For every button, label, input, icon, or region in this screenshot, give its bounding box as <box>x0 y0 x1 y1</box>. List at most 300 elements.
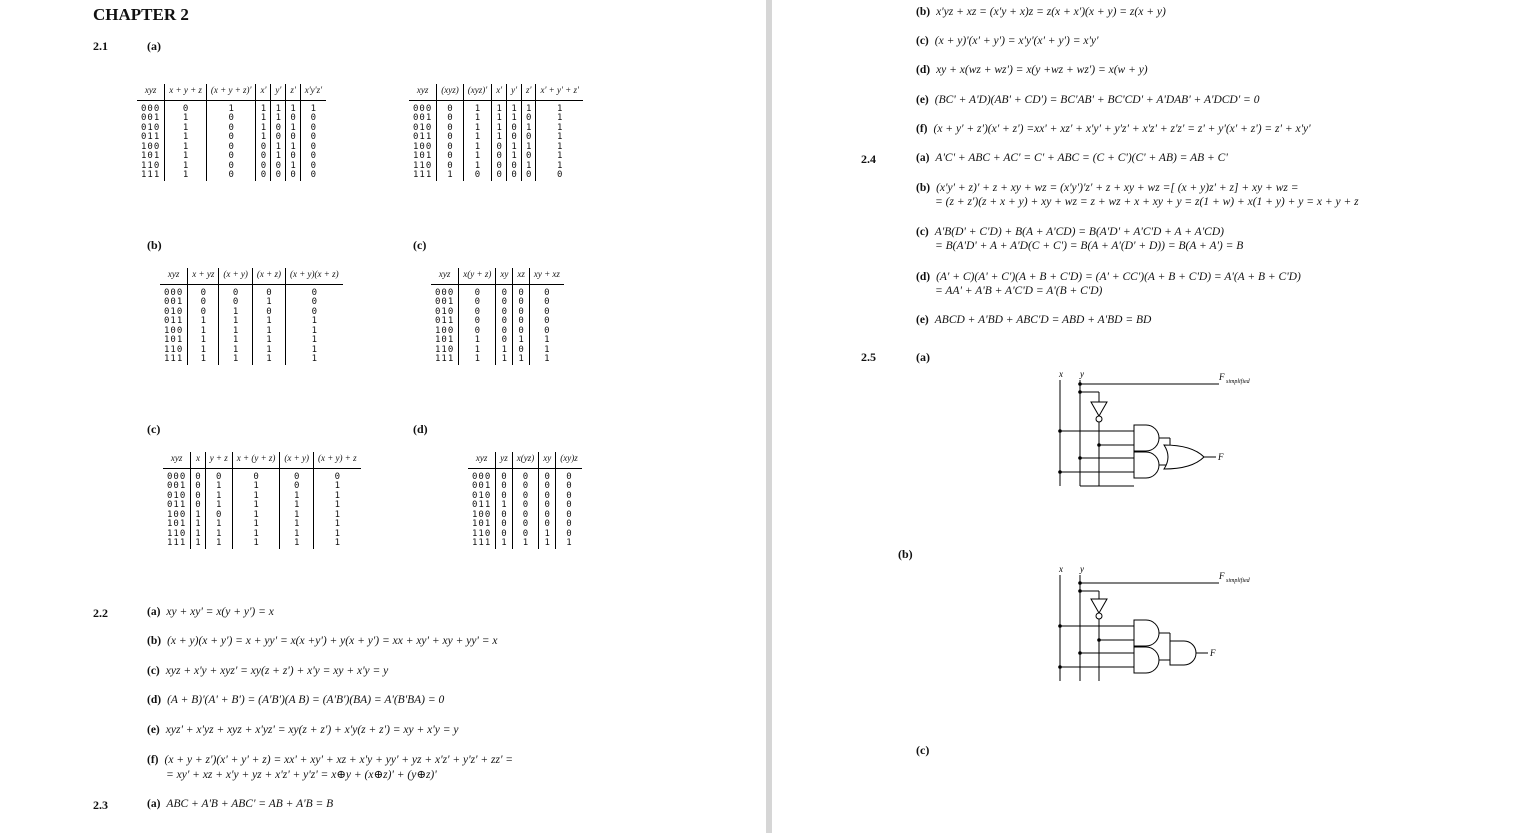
table-cell: 1 <box>285 346 342 356</box>
table-cell: 0 <box>496 520 513 530</box>
table-row <box>163 539 361 549</box>
equation-2-3-b: (b) x'yz + xz = (x'y + x)z = z(x + x')(x + y) = z(x + y) <box>916 6 1166 18</box>
table-cell: 1 <box>232 539 280 549</box>
table-header: yz <box>496 452 513 468</box>
equation-2-3-a: (a) ABC + A'B + ABC' = AB + A'B = B <box>147 798 334 810</box>
table-header: xyz <box>468 452 496 468</box>
equation-2-4-b: (b) (x'y' + z)' + z + xy + wz = (x'y')'z' + z + xy + wz =[ (x + y)z' + z] + xy + wz = = (z + z')(z + x + y) + xy + wz = z + wz + x + xy + y = z(1 + w) + x(1 + y) + y = x + y + z <box>916 182 1359 208</box>
table-row <box>409 100 583 114</box>
table-header: x' <box>256 84 271 100</box>
table-cell: 0 <box>507 133 522 143</box>
table-cell: 1 <box>522 162 536 172</box>
table-cell: 0 <box>286 152 300 162</box>
table-cell: 111 <box>164 354 184 364</box>
table-cell: 1 <box>165 124 207 134</box>
table-cell: 0 <box>165 100 207 114</box>
chapter-heading: CHAPTER 2 <box>93 5 189 24</box>
table-cell: 100 <box>141 141 161 152</box>
table-row <box>163 482 361 492</box>
table-cell: 0 <box>507 162 522 172</box>
table-cell: 0 <box>256 171 271 181</box>
table-cell: 0 <box>522 152 536 162</box>
table-cell: 1 <box>256 124 271 134</box>
table-cell: 101 <box>472 519 492 529</box>
table-cell: 1 <box>232 482 280 492</box>
table-cell: 1 <box>286 124 300 134</box>
table-cell: 1 <box>280 539 314 549</box>
table-cell: 0 <box>188 284 219 298</box>
table-cell: 1 <box>165 152 207 162</box>
table-cell: 0 <box>206 124 256 134</box>
table-cell: 0 <box>496 530 513 540</box>
table-cell: 0 <box>507 124 522 134</box>
table-header: xyz <box>163 452 191 468</box>
table-cell: 1 <box>522 124 536 134</box>
table-header: y' <box>507 84 522 100</box>
part-a-label: (a) <box>147 39 161 53</box>
table-cell: 0 <box>556 482 582 492</box>
table-cell: 0 <box>492 143 507 153</box>
part-b-label: (b) <box>147 238 162 252</box>
table-cell: 0 <box>219 284 253 298</box>
table-cell: 0 <box>459 327 496 337</box>
table-cell: 0 <box>529 317 564 327</box>
table-cell: 000 <box>141 103 161 114</box>
table-cell: 110 <box>435 344 455 355</box>
table-header: x + yz <box>188 268 219 284</box>
circuit-a-f-label: F <box>1218 452 1224 462</box>
table-cell: 101 <box>435 335 455 345</box>
table-cell: 1 <box>536 100 583 114</box>
table-cell: 000 <box>435 287 455 298</box>
table-cell: 1 <box>492 100 507 114</box>
table-cell: 1 <box>496 346 513 356</box>
truth-table-1 <box>137 84 326 181</box>
table-cell: 0 <box>205 468 232 482</box>
table-cell: 1 <box>285 355 342 365</box>
table-cell: 010 <box>413 122 433 133</box>
table-cell: 0 <box>536 171 583 181</box>
table-cell: 111 <box>435 354 455 364</box>
table-cell: 1 <box>271 143 286 153</box>
table-cell: 000 <box>164 287 184 298</box>
table-cell: 111 <box>472 538 492 548</box>
table-cell: 0 <box>496 336 513 346</box>
table-cell: 010 <box>141 122 161 133</box>
table-cell: 101 <box>167 519 187 529</box>
table-cell: 1 <box>219 317 253 327</box>
table-cell: 1 <box>492 124 507 134</box>
table-cell: 1 <box>271 114 286 124</box>
table-cell: 1 <box>191 539 205 549</box>
table-cell: 011 <box>164 316 184 326</box>
table-cell: 0 <box>280 482 314 492</box>
table-cell: 0 <box>313 468 360 482</box>
table-cell: 0 <box>271 133 286 143</box>
table-cell: 0 <box>513 346 530 356</box>
table-cell: 1 <box>232 520 280 530</box>
table-cell: 1 <box>188 336 219 346</box>
table-cell: 111 <box>141 170 161 180</box>
table-cell: 1 <box>496 501 513 511</box>
equation-2-3-f: (f) (x + y' + z')(x' + z') =xx' + xz' + x'y' + y'z' + x'z' + z'z' = z' + y'(x' + z') = z' + x'y' <box>916 123 1311 135</box>
table-cell: 0 <box>496 284 513 298</box>
table-cell: 0 <box>512 520 539 530</box>
circuit-a-x-label: x <box>1059 369 1063 379</box>
table-cell: 1 <box>232 492 280 502</box>
table-cell: 0 <box>496 511 513 521</box>
table-cell: 1 <box>252 336 285 346</box>
table-cell: 1 <box>285 317 342 327</box>
table-cell: 1 <box>219 327 253 337</box>
table-row <box>163 520 361 530</box>
equation-2-2-c: (c) xyz + x'y + xyz' = xy(z + z') + x'y = xy + x'y = y <box>147 665 389 677</box>
table-cell: 1 <box>459 355 496 365</box>
table-row <box>163 492 361 502</box>
table-cell: 0 <box>191 492 205 502</box>
table-cell: 1 <box>313 520 360 530</box>
table-cell: 0 <box>496 298 513 308</box>
table-cell: 0 <box>252 284 285 298</box>
table-cell: 1 <box>252 355 285 365</box>
table-cell: 1 <box>280 492 314 502</box>
table-header: xyz <box>160 268 188 284</box>
table-cell: 0 <box>556 520 582 530</box>
table-header: z' <box>522 84 536 100</box>
table-cell: 1 <box>232 530 280 540</box>
table-cell: 001 <box>164 297 184 307</box>
table-header: y' <box>271 84 286 100</box>
table-row <box>163 468 361 482</box>
table-cell: 011 <box>167 500 187 510</box>
table-cell: 1 <box>512 539 539 549</box>
table-cell: 0 <box>496 327 513 337</box>
logic-circuit-a <box>1052 368 1250 493</box>
equation-2-2-a: (a) xy + xy' = x(y + y') = x <box>147 606 274 618</box>
table-cell: 0 <box>512 530 539 540</box>
table-cell: 0 <box>463 171 491 181</box>
table-row <box>163 530 361 540</box>
table-cell: 0 <box>496 482 513 492</box>
part-2-5-c-label: (c) <box>916 743 930 757</box>
equation-2-2-b: (b) (x + y)(x + y') = x + yy' = x(x +y') + y(x + y') = xx + xy' + xy + yy' = x <box>147 635 498 647</box>
table-header: (xyz) <box>437 84 464 100</box>
table-cell: 0 <box>286 114 300 124</box>
part-d-label: (d) <box>413 422 428 436</box>
truth-table-6 <box>468 452 582 549</box>
table-cell: 0 <box>280 468 314 482</box>
equation-2-3-c: (c) (x + y)'(x' + y') = x'y'(x' + y') = x'y' <box>916 35 1099 47</box>
table-row <box>160 355 343 365</box>
table-cell: 0 <box>285 284 342 298</box>
table-row <box>137 171 326 181</box>
table-header: xy <box>539 452 556 468</box>
table-cell: 0 <box>512 501 539 511</box>
table-cell: 1 <box>492 133 507 143</box>
equation-2-2-f: (f) (x + y + z')(x' + y' + z) = xx' + xy' + xz + x'y + yy' + yz + x'z' + y'z' + zz' = = xy' + xz + x'y + yz + x'z' + y'z' = x⊕y + (x⊕z)' + (y⊕z)' <box>147 754 514 781</box>
table-cell: 010 <box>164 306 184 317</box>
circuit-b-f-label: F <box>1210 648 1216 658</box>
table-cell: 0 <box>188 298 219 308</box>
table-cell: 1 <box>165 114 207 124</box>
circuit-b-x-label: x <box>1059 564 1063 574</box>
table-header: (x + y)(x + z) <box>285 268 342 284</box>
table-cell: 1 <box>536 133 583 143</box>
table-cell: 0 <box>512 492 539 502</box>
table-cell: 0 <box>556 468 582 482</box>
table-cell: 1 <box>165 133 207 143</box>
table-header: xy + xz <box>529 268 564 284</box>
table-cell: 0 <box>271 162 286 172</box>
table-header: x + y + z <box>165 84 207 100</box>
table-cell: 0 <box>492 162 507 172</box>
table-header: x'y'z' <box>300 84 326 100</box>
table-cell: 0 <box>206 152 256 162</box>
equation-2-2-e: (e) xyz' + x'yz + xyz + x'yz' = xy(z + z') + x'y(z + z') = xy + x'y = y <box>147 724 459 736</box>
table-cell: 0 <box>300 171 326 181</box>
table-cell: 0 <box>191 468 205 482</box>
table-cell: 111 <box>167 538 187 548</box>
table-cell: 0 <box>256 152 271 162</box>
table-cell: 1 <box>256 133 271 143</box>
table-cell: 1 <box>536 152 583 162</box>
table-cell: 010 <box>435 306 455 317</box>
table-cell: 001 <box>472 481 492 491</box>
table-cell: 0 <box>513 327 530 337</box>
table-cell: 1 <box>313 492 360 502</box>
table-cell: 1 <box>188 355 219 365</box>
table-header: (x + y + z)' <box>206 84 256 100</box>
equation-2-4-a: (a) A'C' + ABC + AC' = C' + ABC = (C + C')(C' + AB) = AB + C' <box>916 152 1228 164</box>
table-cell: 1 <box>205 482 232 492</box>
table-cell: 0 <box>285 308 342 318</box>
truth-table-5 <box>163 452 361 549</box>
table-header: (x + z) <box>252 268 285 284</box>
table-cell: 0 <box>492 171 507 181</box>
table-cell: 0 <box>437 133 464 143</box>
circuit-b-y-label: y <box>1080 564 1084 574</box>
truth-table-4 <box>431 268 564 365</box>
table-cell: 1 <box>539 539 556 549</box>
table-cell: 1 <box>205 501 232 511</box>
table-cell: 0 <box>513 284 530 298</box>
table-cell: 1 <box>513 336 530 346</box>
table-cell: 1 <box>522 143 536 153</box>
logic-circuit-b <box>1052 563 1250 688</box>
table-cell: 1 <box>507 114 522 124</box>
table-cell: 1 <box>313 482 360 492</box>
table-cell: 0 <box>459 298 496 308</box>
table-row <box>468 539 582 549</box>
table-cell: 1 <box>271 100 286 114</box>
table-cell: 1 <box>188 327 219 337</box>
table-cell: 0 <box>206 162 256 172</box>
table-cell: 1 <box>286 143 300 153</box>
table-cell: 1 <box>463 114 491 124</box>
circuit-b-fsimp-sub: simplified <box>1226 578 1250 584</box>
circuit-a-fsimp-label: F <box>1219 372 1225 382</box>
table-cell: 1 <box>191 520 205 530</box>
table-cell: 0 <box>437 143 464 153</box>
table-cell: 0 <box>529 284 564 298</box>
table-cell: 0 <box>522 133 536 143</box>
table-cell: 0 <box>539 492 556 502</box>
table-cell: 0 <box>300 162 326 172</box>
table-cell: 1 <box>252 298 285 308</box>
table-cell: 0 <box>437 152 464 162</box>
table-cell: 001 <box>167 481 187 491</box>
table-row <box>163 511 361 521</box>
table-cell: 0 <box>507 171 522 181</box>
part-c2-label: (c) <box>147 422 161 436</box>
table-cell: 1 <box>256 100 271 114</box>
table-row <box>137 100 326 114</box>
section-2-3-number: 2.3 <box>93 798 108 812</box>
table-cell: 1 <box>252 346 285 356</box>
table-cell: 011 <box>413 132 433 142</box>
table-cell: 001 <box>413 113 433 123</box>
table-cell: 1 <box>280 520 314 530</box>
table-cell: 1 <box>219 355 253 365</box>
table-cell: 1 <box>165 143 207 153</box>
table-cell: 1 <box>536 143 583 153</box>
table-cell: 110 <box>472 528 492 539</box>
table-cell: 1 <box>536 114 583 124</box>
table-cell: 100 <box>167 509 187 520</box>
table-cell: 1 <box>529 355 564 365</box>
table-cell: 0 <box>539 511 556 521</box>
table-cell: 0 <box>271 171 286 181</box>
table-cell: 0 <box>300 124 326 134</box>
table-cell: 1 <box>496 355 513 365</box>
table-header: xy <box>496 268 513 284</box>
table-cell: 110 <box>413 160 433 171</box>
table-cell: 1 <box>191 511 205 521</box>
table-cell: 1 <box>188 346 219 356</box>
equation-2-3-e: (e) (BC' + A'D)(AB' + CD') = BC'AB' + BC'CD' + A'DAB' + A'DCD' = 0 <box>916 94 1260 106</box>
table-cell: 1 <box>492 114 507 124</box>
table-cell: 0 <box>437 124 464 134</box>
circuit-a-y-label: y <box>1080 369 1084 379</box>
table-cell: 1 <box>188 317 219 327</box>
table-header: xyz <box>431 268 459 284</box>
table-cell: 1 <box>252 327 285 337</box>
equation-2-4-d: (d) (A' + C)(A' + C')(A + B + C'D) = (A' + CC')(A + B + C'D) = A'(A + B + C'D) = AA' + A'B + A'C'D = A'(B + C'D) <box>916 271 1301 297</box>
table-cell: 1 <box>219 308 253 318</box>
table-cell: 1 <box>536 162 583 172</box>
table-cell: 000 <box>167 471 187 482</box>
table-cell: 0 <box>300 133 326 143</box>
table-cell: 0 <box>529 298 564 308</box>
table-cell: 1 <box>529 346 564 356</box>
table-cell: 0 <box>256 162 271 172</box>
table-row <box>431 355 564 365</box>
right-page <box>772 0 1536 833</box>
table-cell: 1 <box>463 162 491 172</box>
table-cell: 100 <box>413 141 433 152</box>
circuit-b-fsimp-label: F <box>1219 571 1225 581</box>
table-cell: 1 <box>437 171 464 181</box>
table-cell: 0 <box>512 482 539 492</box>
table-cell: 0 <box>459 317 496 327</box>
table-cell: 1 <box>285 336 342 346</box>
table-cell: 110 <box>164 344 184 355</box>
table-cell: 0 <box>539 520 556 530</box>
table-cell: 1 <box>556 539 582 549</box>
table-cell: 101 <box>141 151 161 161</box>
part-c-label: (c) <box>413 238 427 252</box>
table-cell: 0 <box>556 492 582 502</box>
table-cell: 1 <box>219 346 253 356</box>
table-cell: 001 <box>435 297 455 307</box>
table-header: (xyz)' <box>463 84 491 100</box>
truth-table-2 <box>409 84 583 181</box>
table-cell: 0 <box>256 143 271 153</box>
table-cell: 111 <box>413 170 433 180</box>
table-cell: 0 <box>556 501 582 511</box>
table-cell: 1 <box>256 114 271 124</box>
table-cell: 0 <box>232 468 280 482</box>
table-cell: 0 <box>539 501 556 511</box>
table-cell: 1 <box>496 539 513 549</box>
table-cell: 1 <box>286 100 300 114</box>
table-cell: 0 <box>522 171 536 181</box>
table-cell: 1 <box>459 336 496 346</box>
table-cell: 1 <box>463 143 491 153</box>
table-cell: 1 <box>165 162 207 172</box>
part-2-5-a-label: (a) <box>916 350 930 364</box>
table-cell: 110 <box>141 160 161 171</box>
table-header: z' <box>286 84 300 100</box>
table-cell: 100 <box>472 509 492 520</box>
table-cell: 0 <box>286 133 300 143</box>
table-cell: 0 <box>271 124 286 134</box>
table-cell: 1 <box>459 346 496 356</box>
table-cell: 0 <box>206 143 256 153</box>
table-cell: 001 <box>141 113 161 123</box>
table-header: y + z <box>205 452 232 468</box>
table-cell: 0 <box>437 114 464 124</box>
table-header: xz <box>513 268 530 284</box>
table-cell: 1 <box>205 520 232 530</box>
table-cell: 0 <box>539 468 556 482</box>
table-cell: 0 <box>206 171 256 181</box>
table-header: (x + y) <box>280 452 314 468</box>
table-cell: 1 <box>271 152 286 162</box>
truth-table-3 <box>160 268 343 365</box>
table-cell: 110 <box>167 528 187 539</box>
table-cell: 1 <box>280 530 314 540</box>
table-cell: 0 <box>188 308 219 318</box>
table-cell: 0 <box>300 143 326 153</box>
table-cell: 1 <box>522 100 536 114</box>
table-cell: 0 <box>556 530 582 540</box>
table-cell: 1 <box>280 501 314 511</box>
table-cell: 000 <box>472 471 492 482</box>
table-cell: 101 <box>164 335 184 345</box>
table-row <box>409 171 583 181</box>
table-cell: 1 <box>507 152 522 162</box>
table-cell: 0 <box>512 511 539 521</box>
table-cell: 011 <box>141 132 161 142</box>
table-cell: 0 <box>512 468 539 482</box>
table-cell: 1 <box>513 355 530 365</box>
section-2-4-number: 2.4 <box>861 152 876 166</box>
table-row <box>160 284 343 298</box>
table-row <box>163 501 361 511</box>
table-cell: 1 <box>205 539 232 549</box>
section-2-5-number: 2.5 <box>861 350 876 364</box>
